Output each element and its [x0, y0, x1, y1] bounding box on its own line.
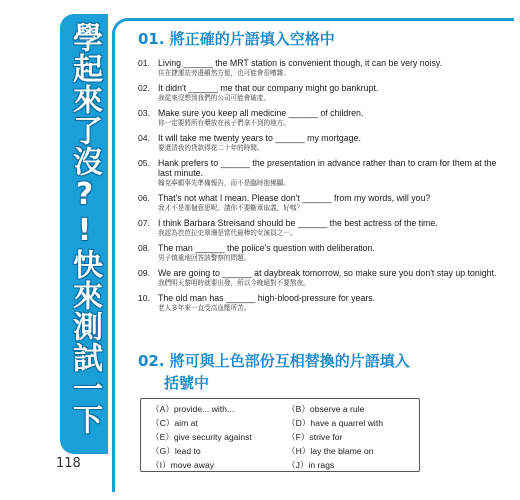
question-item: [138, 293, 508, 313]
question-chinese: 你一定要將所有藥放在孩子們拿不到的地方。: [158, 119, 290, 127]
question-english: It will take me twenty years to ______ my mortgage.: [158, 133, 361, 143]
question-number: 03.: [138, 108, 150, 118]
question-english: I think Barbara Streisand should be ______ the best actress of the time.: [158, 218, 438, 228]
question-english: We are going to ______ at daybreak tomorrow, so make sure you don't stay up tonight.: [158, 268, 497, 278]
question-item: [138, 243, 508, 263]
question-chinese: 我們明天黎明時就要出發，所以今晚絕對不要熬夜。: [158, 279, 310, 287]
section1-title: 01. 將正確的片語填入空格中: [138, 30, 335, 48]
question-english: Make sure you keep all medicine ______ of children.: [158, 108, 364, 118]
options-box: [140, 398, 420, 472]
question-number: 09.: [138, 268, 150, 278]
question-number: 06.: [138, 193, 150, 203]
question-item: [138, 83, 508, 103]
section2-subtitle: 括號中: [164, 374, 210, 392]
question-number: 07.: [138, 218, 150, 228]
question-chinese: 我才不是那個意思呢。請你不要斷章取義，好嗎？: [158, 204, 304, 212]
question-number: 01.: [138, 58, 150, 68]
section2-title: 02. 將可與上色部份互相替換的片語填入: [138, 352, 410, 370]
question-chinese: 我認為芭芭拉史翠珊是當代最棒的女演員之一。: [158, 229, 297, 237]
question-item: [138, 58, 508, 78]
option-c: （C）aim at: [151, 418, 198, 428]
question-number: 02.: [138, 83, 150, 93]
side-title: 學起來了沒?!快來測試一下: [67, 22, 102, 435]
option-h: （H）lay the blame on: [287, 446, 374, 456]
question-item: [138, 108, 508, 128]
option-f: （F）strive for: [287, 432, 343, 442]
question-english: Hank prefers to ______ the presentation in advance rather than to cram for them at the last minute.: [158, 158, 497, 178]
option-a: （A）provide... with...: [151, 404, 235, 414]
question-chinese: 我從來沒想到我們的公司可能會破產。: [158, 94, 271, 102]
question-item: [138, 268, 508, 288]
question-number: 05.: [138, 158, 150, 168]
question-chinese: 老人多年來一直受高血壓所苦。: [158, 304, 251, 312]
question-english: Living ______ the MRT station is convenient though, it can be very noisy.: [158, 58, 443, 68]
question-item: [138, 193, 508, 213]
question-english: It didn't ______ me that our company might go bankrupt.: [158, 83, 379, 93]
option-g: （G）lead to: [151, 446, 201, 456]
question-english: The man ______ the police's question with deliberation.: [158, 243, 375, 253]
question-number: 08.: [138, 243, 150, 253]
option-b: （B）observe a rule: [287, 404, 365, 414]
question-item: [138, 133, 508, 153]
question-item: [138, 218, 508, 238]
question-english: The old man has ______ high-blood-pressure for years.: [158, 293, 376, 303]
option-j: （J）in rags: [287, 460, 335, 470]
question-number: 04.: [138, 133, 150, 143]
question-english: That's not what I mean. Please don't ______ from my words, will you?: [158, 193, 431, 203]
question-number: 10.: [138, 293, 150, 303]
option-e: （E）give security against: [151, 432, 252, 442]
question-item: [138, 158, 508, 188]
question-chinese: 要還清我的貸款得花二十年的時間。: [158, 144, 264, 152]
question-chinese: 男子慎重地回答該警察的問題。: [158, 254, 251, 262]
option-i: （I）move away: [151, 460, 215, 470]
question-chinese: 翰克寧願事先準備報告，而不是臨時抱佛腳。: [158, 179, 290, 187]
question-chinese: 住在捷運站旁邊雖然方便，也可能會很嘈雜。: [158, 69, 290, 77]
page-number: 118: [56, 456, 81, 471]
question-list: [138, 58, 508, 318]
option-d: （D）have a quarrel with: [287, 418, 384, 428]
